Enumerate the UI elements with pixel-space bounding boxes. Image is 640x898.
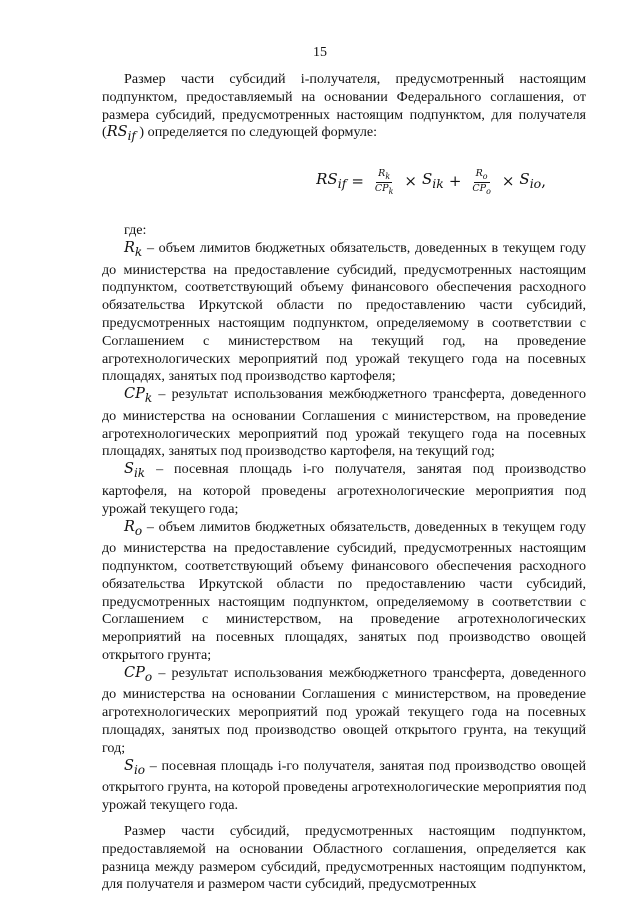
formula-times: × [404,172,417,191]
symbol-subscript: ik [133,466,146,481]
closing-paragraph: Размер части субсидий, предусмотренных настоящим подпунктом, предоставляемой на основании Областного соглашения, определяется как разница между размером субсидий, предусмотренных настоящим подпунктом, для получателя и размером части субсидий, предусмотренных [102,822,586,893]
formula-s-ik [422,171,444,193]
denominator-subscript: o [486,186,491,196]
intro-text-before: Размер части субсидий i-получателя, предусмотренный настоящим подпунктом, предоставляемый на основании Федерального соглашения, от размера субсидий, предусмотренных настоящим подпунктом, для получателя ( [102,71,586,141]
fraction-numerator [474,168,490,183]
intro-var-symbol: RS [106,124,128,141]
denominator-symbol: CP [374,182,389,194]
formula-lhs-subscript: if [337,176,347,192]
definition-symbol [124,461,146,481]
denominator-subscript: k [388,186,394,196]
definition-sik [102,461,586,518]
s-ik-subscript: ik [432,176,444,192]
symbol-letter: CP [124,664,145,681]
definition-ro [102,519,586,665]
formula-comma: , [541,172,546,191]
symbol-letter: CP [124,386,145,403]
fraction-denominator [470,183,492,197]
definition-text: – посевная площадь i-го получателя, занятая под производство картофеля, на которой проведены агротехнологические мероприятия под урожай текущего года; [102,461,586,517]
formula-lhs [316,171,346,193]
symbol-letter: S [124,757,134,774]
denominator-symbol: CP [472,182,487,194]
page-number: 15 [313,45,327,60]
intro-var-subscript: if [127,129,136,144]
intro-variable [106,124,136,144]
definition-rk [102,240,586,386]
s-io-subscript: io [529,176,542,192]
definition-cpo [102,665,586,758]
s-io-symbol: S [519,170,530,189]
numerator-symbol: R [378,167,386,179]
symbol-subscript: k [144,391,153,406]
definition-symbol [124,239,143,259]
formula-fraction-potato [373,168,395,197]
definition-text: – объем лимитов бюджетных обязательств, доведенных в текущем году до министерства на предоставление субсидий, предусмотренных настоящим подпунктом, соответствующий объему финансового обеспечения расходного обязательства Иркутской области по предоставлению части субсидий, предусмотренных настоящим подпунктом, определяемому в соответствии с Соглашением с министерством на текущий год, на проведение агротехнологических мероприятий под урожай текущего года на посевных площадях, занятых под производство картофеля; [102,239,586,385]
definition-cpk [102,386,586,461]
definition-symbol [124,757,146,777]
intro-paragraph [102,71,586,146]
where-label: где: [124,222,147,239]
formula-fraction-vegetables [470,168,492,197]
definition-symbol [124,386,153,406]
formula-s-io [519,171,541,193]
s-ik-symbol: S [421,170,433,189]
definition-text: – объем лимитов бюджетных обязательств, доведенных в текущем году до министерства на предоставление субсидий, предусмотренных настоящим подпунктом, соответствующий объему финансового обеспечения расходного обязательства Иркутской области по предоставлению части субсидий, предусмотренных настоящим подпунктом, определяемому в соответствии с Соглашением с министерством, на проведение агротехнологических мероприятий на посевных площадях, занятых под производство овощей открытого грунта; [102,518,586,663]
definition-symbol [124,664,153,684]
formula [102,160,586,204]
numerator-subscript: o [482,171,488,181]
formula-times-2: × [501,172,515,191]
symbol-subscript: io [133,762,146,777]
symbol-letter: S [124,461,134,478]
numerator-subscript: k [385,171,391,181]
symbol-subscript: o [134,523,143,538]
definition-text: – посевная площадь i-го получателя, занятая под производство овощей открытого грунта, на которой проведены агротехнологические мероприятия под урожай текущего года. [102,757,586,814]
formula-equals: = [351,172,364,191]
symbol-letter: R [124,518,135,535]
definition-sio [102,758,586,815]
definition-text: – результат использования межбюджетного трансферта, доведенного до министерства на основании Соглашения с министерством, на проведение агротехнологических мероприятий под урожай текущего года на посевных площадях, занятых под производство картофеля, на текущий год; [102,386,586,460]
symbol-letter: R [124,239,135,256]
fraction-denominator [373,183,395,197]
symbol-subscript: k [134,244,143,259]
definition-symbol [124,518,143,538]
definition-text: – результат использования межбюджетного трансферта, доведенного до министерства на основании Соглашения с министерством, на проведение агротехнологических мероприятий под урожай текущего года на посевных площадях, занятых под производство овощей открытого грунта, на текущий год; [102,664,586,756]
formula-plus: + [448,172,462,191]
numerator-symbol: R [475,167,483,179]
fraction-numerator [376,168,392,183]
page-content [102,71,586,894]
intro-text-after: ) определяется по следующей формуле: [135,124,378,141]
formula-lhs-symbol: RS [316,170,338,189]
symbol-subscript: o [144,669,153,684]
